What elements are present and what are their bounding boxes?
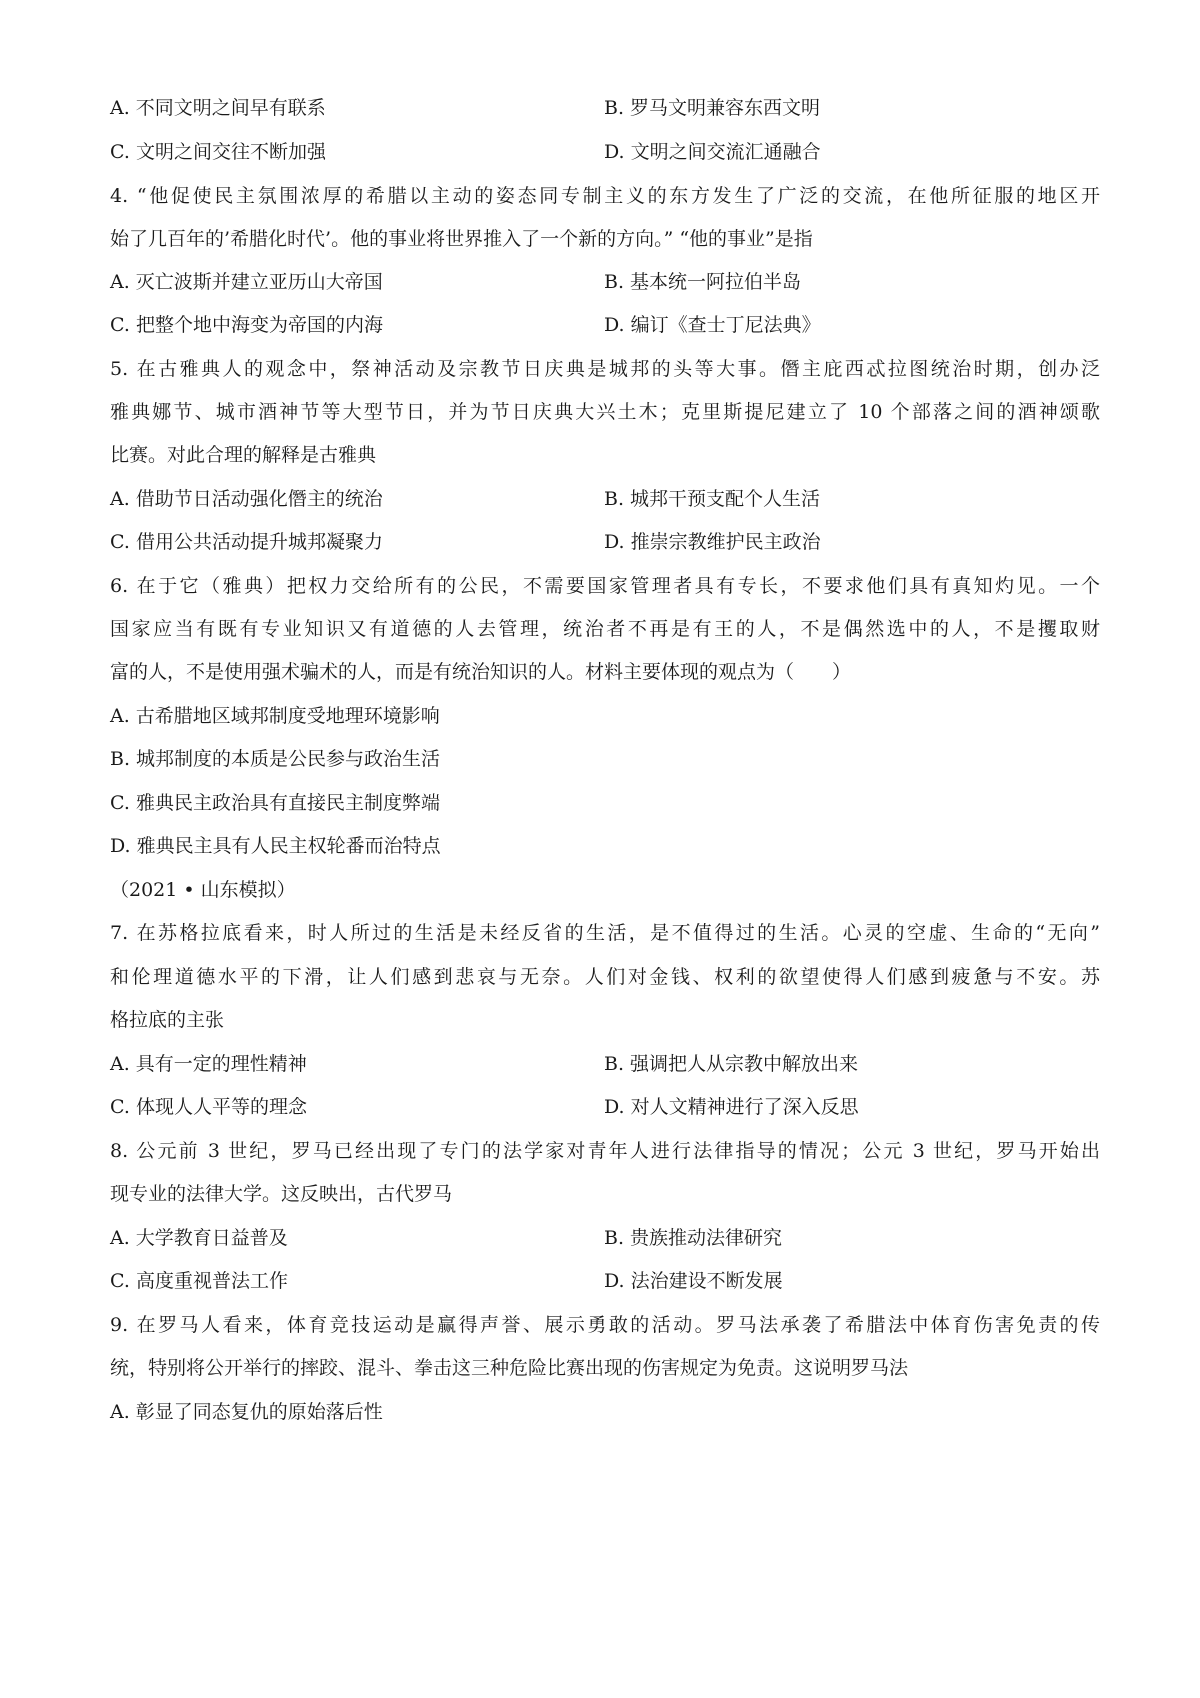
q8-option-c: C. 高度重视普法工作 bbox=[110, 1270, 288, 1292]
q4-stem-line-1: 4. “他促使民主氛围浓厚的希腊以主动的姿态同专制主义的东方发生了广泛的交流，在他所征服的地区开 bbox=[110, 185, 1100, 207]
q8-option-b: B. 贵族推动法律研究 bbox=[604, 1227, 783, 1249]
q6-stem-line-2: 国家应当有既有专业知识又有道德的人去管理，统治者不再是有王的人，不是偶然选中的人，不是攫取财 bbox=[110, 618, 1100, 640]
q7-option-d: D. 对人文精神进行了深入反思 bbox=[604, 1096, 859, 1118]
q5-stem-line-3: 比赛。对此合理的解释是古雅典 bbox=[110, 444, 377, 466]
q9-option-a: A. 彰显了同态复仇的原始落后性 bbox=[110, 1401, 383, 1423]
q5-option-d: D. 推崇宗教维护民主政治 bbox=[604, 531, 821, 553]
q3-option-a: A. 不同文明之间早有联系 bbox=[110, 97, 326, 119]
q6-option-a: A. 古希腊地区域邦制度受地理环境影响 bbox=[110, 705, 440, 727]
q7-option-a: A. 具有一定的理性精神 bbox=[110, 1053, 307, 1075]
q3-option-d: D. 文明之间交流汇通融合 bbox=[604, 141, 821, 163]
q8-stem-line-2: 现专业的法律大学。这反映出，古代罗马 bbox=[110, 1183, 453, 1205]
source-note: （2021 • 山东模拟） bbox=[110, 879, 296, 901]
q6-option-d: D. 雅典民主具有人民主权轮番而治特点 bbox=[110, 835, 441, 857]
q7-option-b: B. 强调把人从宗教中解放出来 bbox=[604, 1053, 859, 1075]
q4-option-b: B. 基本统一阿拉伯半岛 bbox=[604, 271, 802, 293]
q8-option-d: D. 法治建设不断发展 bbox=[604, 1270, 783, 1292]
q7-stem-line-3: 格拉底的主张 bbox=[110, 1009, 225, 1031]
q4-stem-line-2: 始了几百年的’希腊化时代’。他的事业将世界推入了一个新的方向。” “他的事业”是指 bbox=[110, 228, 813, 250]
q7-stem-line-2: 和伦理道德水平的下滑，让人们感到悲哀与无奈。人们对金钱、权利的欲望使得人们感到疲惫与不安。苏 bbox=[110, 966, 1100, 988]
q5-option-a: A. 借助节日活动强化僭主的统治 bbox=[110, 488, 383, 510]
q9-stem-line-1: 9. 在罗马人看来，体育竞技运动是赢得声誉、展示勇敢的活动。罗马法承袭了希腊法中体育伤害免责的传 bbox=[110, 1314, 1100, 1336]
q5-option-b: B. 城邦干预支配个人生活 bbox=[604, 488, 821, 510]
q8-option-a: A. 大学教育日益普及 bbox=[110, 1227, 288, 1249]
q4-option-d: D. 编订《查士丁尼法典》 bbox=[604, 314, 821, 336]
q4-option-a: A. 灭亡波斯并建立亚历山大帝国 bbox=[110, 271, 383, 293]
q8-stem-line-1: 8. 公元前 3 世纪，罗马已经出现了专门的法学家对青年人进行法律指导的情况；公元 3 世纪，罗马开始出 bbox=[110, 1140, 1100, 1162]
q4-option-c: C. 把整个地中海变为帝国的内海 bbox=[110, 314, 383, 336]
q6-option-b: B. 城邦制度的本质是公民参与政治生活 bbox=[110, 748, 441, 770]
q6-stem-line-1: 6. 在于它（雅典）把权力交给所有的公民，不需要国家管理者具有专长，不要求他们具有真知灼见。一个 bbox=[110, 575, 1100, 597]
q5-stem-line-1: 5. 在古雅典人的观念中，祭神活动及宗教节日庆典是城邦的头等大事。僭主庇西忒拉图统治时期，创办泛 bbox=[110, 358, 1100, 380]
q7-option-c: C. 体现人人平等的理念 bbox=[110, 1096, 307, 1118]
q3-option-b: B. 罗马文明兼容东西文明 bbox=[604, 97, 821, 119]
q9-stem-line-2: 统，特别将公开举行的摔跤、混斗、拳击这三种危险比赛出现的伤害规定为免责。这说明罗马法 bbox=[110, 1357, 909, 1379]
q6-stem-line-3: 富的人，不是使用强术骗术的人，而是有统治知识的人。材料主要体现的观点为（ ） bbox=[110, 661, 852, 683]
q5-stem-line-2: 雅典娜节、城市酒神节等大型节日，并为节日庆典大兴土木；克里斯提尼建立了 10 个部落之间的酒神颂歌 bbox=[110, 401, 1100, 423]
q6-option-c: C. 雅典民主政治具有直接民主制度弊端 bbox=[110, 792, 440, 814]
q3-option-c: C. 文明之间交往不断加强 bbox=[110, 141, 326, 163]
q5-option-c: C. 借用公共活动提升城邦凝聚力 bbox=[110, 531, 383, 553]
q7-stem-line-1: 7. 在苏格拉底看来，时人所过的生活是未经反省的生活，是不值得过的生活。心灵的空虚、生命的“无向” bbox=[110, 922, 1100, 944]
